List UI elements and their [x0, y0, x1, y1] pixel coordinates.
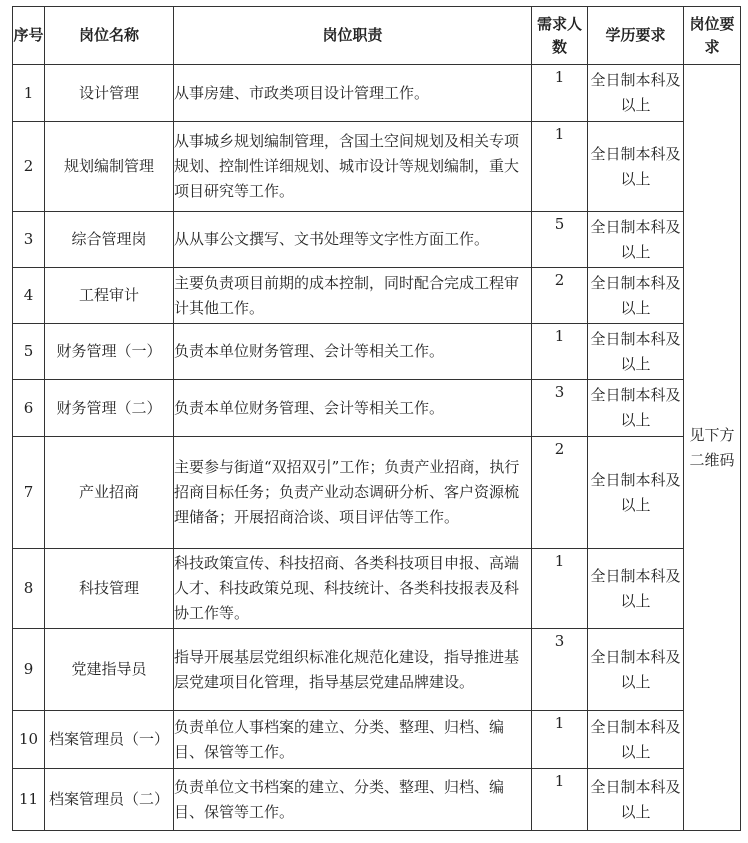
row-duty: 负责本单位财务管理、会计等相关工作。 — [174, 324, 532, 380]
row-count: 1 — [532, 122, 588, 212]
row-duty: 从事房建、市政类项目设计管理工作。 — [174, 65, 532, 122]
row-duty: 负责本单位财务管理、会计等相关工作。 — [174, 380, 532, 437]
row-duty: 负责单位文书档案的建立、分类、整理、归档、编目、保管等工作。 — [174, 769, 532, 831]
row-count: 1 — [532, 769, 588, 831]
row-duty: 负责单位人事档案的建立、分类、整理、归档、编目、保管等工作。 — [174, 711, 532, 769]
row-edu: 全日制本科及以上 — [588, 769, 684, 831]
header-duty: 岗位职责 — [174, 7, 532, 65]
row-edu: 全日制本科及以上 — [588, 268, 684, 324]
header-row — [13, 7, 741, 65]
table-row — [13, 711, 741, 769]
row-duty: 主要负责项目前期的成本控制，同时配合完成工程审计其他工作。 — [174, 268, 532, 324]
row-edu: 全日制本科及以上 — [588, 629, 684, 711]
row-name: 规划编制管理 — [45, 122, 174, 212]
row-edu: 全日制本科及以上 — [588, 65, 684, 122]
row-edu: 全日制本科及以上 — [588, 122, 684, 212]
row-edu: 全日制本科及以上 — [588, 437, 684, 549]
row-no: 6 — [13, 380, 45, 437]
table-row — [13, 324, 741, 380]
row-count: 5 — [532, 212, 588, 268]
row-name: 财务管理（二） — [45, 380, 174, 437]
table-row — [13, 549, 741, 629]
row-name: 设计管理 — [45, 65, 174, 122]
row-no: 9 — [13, 629, 45, 711]
header-count: 需求人数 — [532, 7, 588, 65]
row-no: 7 — [13, 437, 45, 549]
header-no: 序号 — [13, 7, 45, 65]
row-duty: 指导开展基层党组织标准化规范化建设，指导推进基层党建项目化管理，指导基层党建品牌建设。 — [174, 629, 532, 711]
row-edu: 全日制本科及以上 — [588, 549, 684, 629]
table-row — [13, 380, 741, 437]
row-edu: 全日制本科及以上 — [588, 380, 684, 437]
job-table — [12, 6, 741, 831]
row-count: 1 — [532, 711, 588, 769]
row-duty: 从从事公文撰写、文书处理等文字性方面工作。 — [174, 212, 532, 268]
row-no: 4 — [13, 268, 45, 324]
row-name: 档案管理员（二） — [45, 769, 174, 831]
row-name: 档案管理员（一） — [45, 711, 174, 769]
row-duty: 科技政策宣传、科技招商、各类科技项目申报、高端人才、科技政策兑现、科技统计、各类科技报表及科协工作等。 — [174, 549, 532, 629]
row-name: 产业招商 — [45, 437, 174, 549]
table-row — [13, 268, 741, 324]
requirement-cell: 见下方二维码 — [684, 65, 741, 831]
table-row — [13, 212, 741, 268]
row-count: 1 — [532, 324, 588, 380]
row-edu: 全日制本科及以上 — [588, 324, 684, 380]
row-no: 5 — [13, 324, 45, 380]
row-edu: 全日制本科及以上 — [588, 711, 684, 769]
row-no: 3 — [13, 212, 45, 268]
header-name: 岗位名称 — [45, 7, 174, 65]
row-no: 2 — [13, 122, 45, 212]
row-count: 2 — [532, 437, 588, 549]
row-count: 2 — [532, 268, 588, 324]
header-edu: 学历要求 — [588, 7, 684, 65]
table-row — [13, 65, 741, 122]
row-name: 综合管理岗 — [45, 212, 174, 268]
table-row — [13, 122, 741, 212]
table-row — [13, 437, 741, 549]
row-edu: 全日制本科及以上 — [588, 212, 684, 268]
row-count: 1 — [532, 549, 588, 629]
header-req: 岗位要求 — [684, 7, 741, 65]
row-count: 1 — [532, 65, 588, 122]
row-no: 8 — [13, 549, 45, 629]
row-count: 3 — [532, 629, 588, 711]
table-row — [13, 769, 741, 831]
table-row — [13, 629, 741, 711]
row-name: 科技管理 — [45, 549, 174, 629]
row-count: 3 — [532, 380, 588, 437]
row-duty: 从事城乡规划编制管理，含国土空间规划及相关专项规划、控制性详细规划、城市设计等规划编制，重大项目研究等工作。 — [174, 122, 532, 212]
row-no: 11 — [13, 769, 45, 831]
row-no: 10 — [13, 711, 45, 769]
row-name: 工程审计 — [45, 268, 174, 324]
row-name: 党建指导员 — [45, 629, 174, 711]
row-duty: 主要参与街道“双招双引”工作；负责产业招商，执行招商目标任务；负责产业动态调研分析、客户资源梳理储备；开展招商洽谈、项目评估等工作。 — [174, 437, 532, 549]
row-no: 1 — [13, 65, 45, 122]
row-name: 财务管理（一） — [45, 324, 174, 380]
